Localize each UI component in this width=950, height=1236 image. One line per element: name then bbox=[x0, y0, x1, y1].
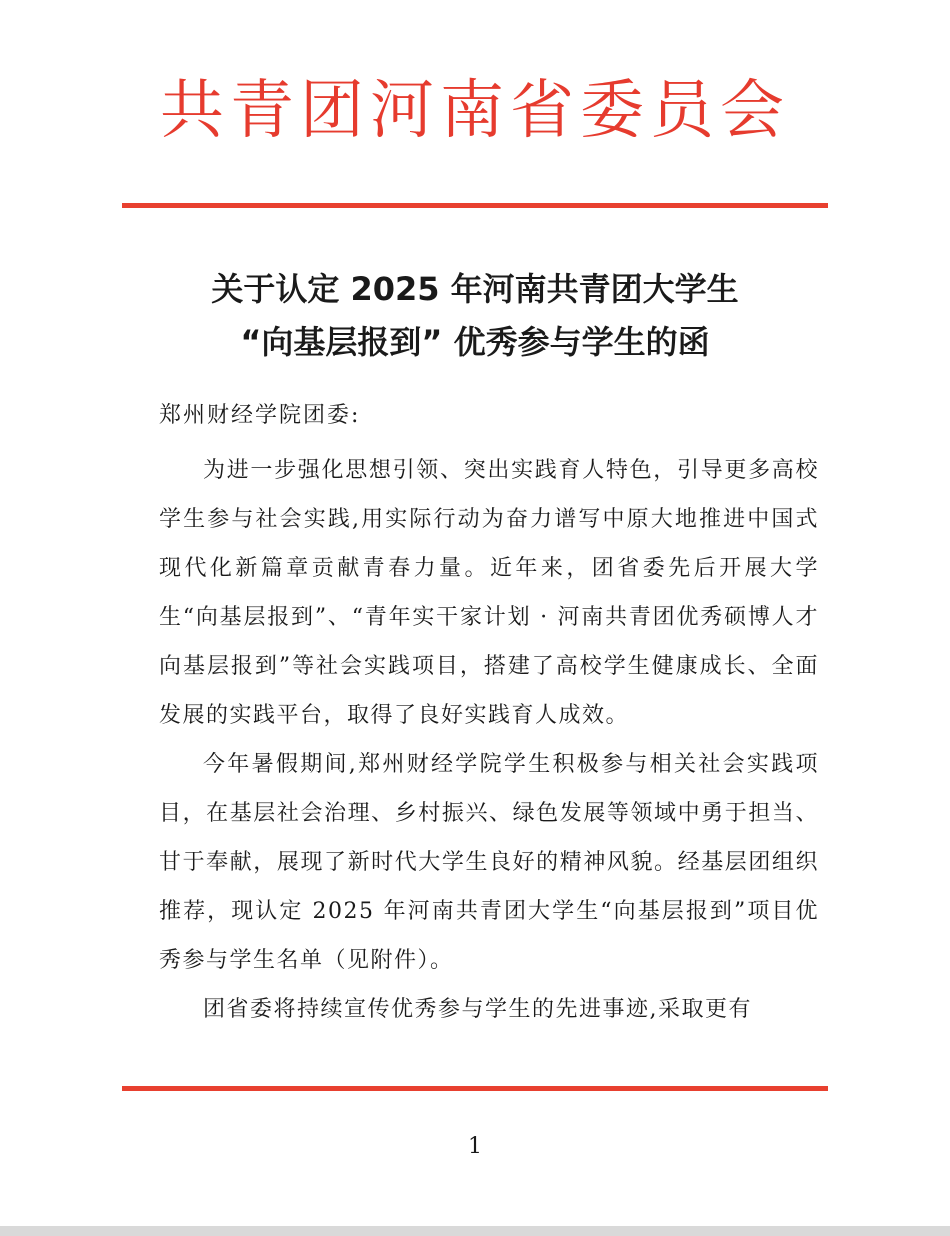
letterhead-red-rule bbox=[122, 203, 828, 208]
viewer-bottom-edge bbox=[0, 1226, 950, 1236]
body-paragraph-2: 今年暑假期间,郑州财经学院学生积极参与相关社会实践项目，在基层社会治理、乡村振兴、绿色发展等领域中勇于担当、甘于奉献，展现了新时代大学生良好的精神风貌。经基层团组织推荐，现认定 2025 年河南共青团大学生“向基层报到”项目优秀参与学生名单（见附件）。 bbox=[159, 752, 819, 973]
addressee: 郑州财经学院团委: bbox=[159, 403, 361, 428]
footer-red-rule bbox=[122, 1086, 828, 1091]
document-title-line-1: 关于认定 2025 年河南共青团大学生 bbox=[211, 270, 739, 308]
letterhead-organization: 共青团河南省委员会 bbox=[160, 74, 790, 148]
body-paragraph-3: 团省委将持续宣传优秀参与学生的先进事迹,采取更有 bbox=[203, 997, 752, 1022]
page-number: 1 bbox=[468, 1134, 482, 1159]
document-title-line-2: “向基层报到” 优秀参与学生的函 bbox=[240, 323, 710, 361]
body-paragraph-1: 为进一步强化思想引领、突出实践育人特色，引导更多高校学生参与社会实践,用实际行动为奋力谱写中原大地推进中国式现代化新篇章贡献青春力量。近年来，团省委先后开展大学生“向基层报到”、“青年实干家计划 · 河南共青团优秀硕博人才向基层报到”等社会实践项目，搭建了高校学生健康成长、全面发展的实践平台，取得了良好实践育人成效。 bbox=[159, 458, 819, 728]
letter-body bbox=[159, 446, 819, 1034]
